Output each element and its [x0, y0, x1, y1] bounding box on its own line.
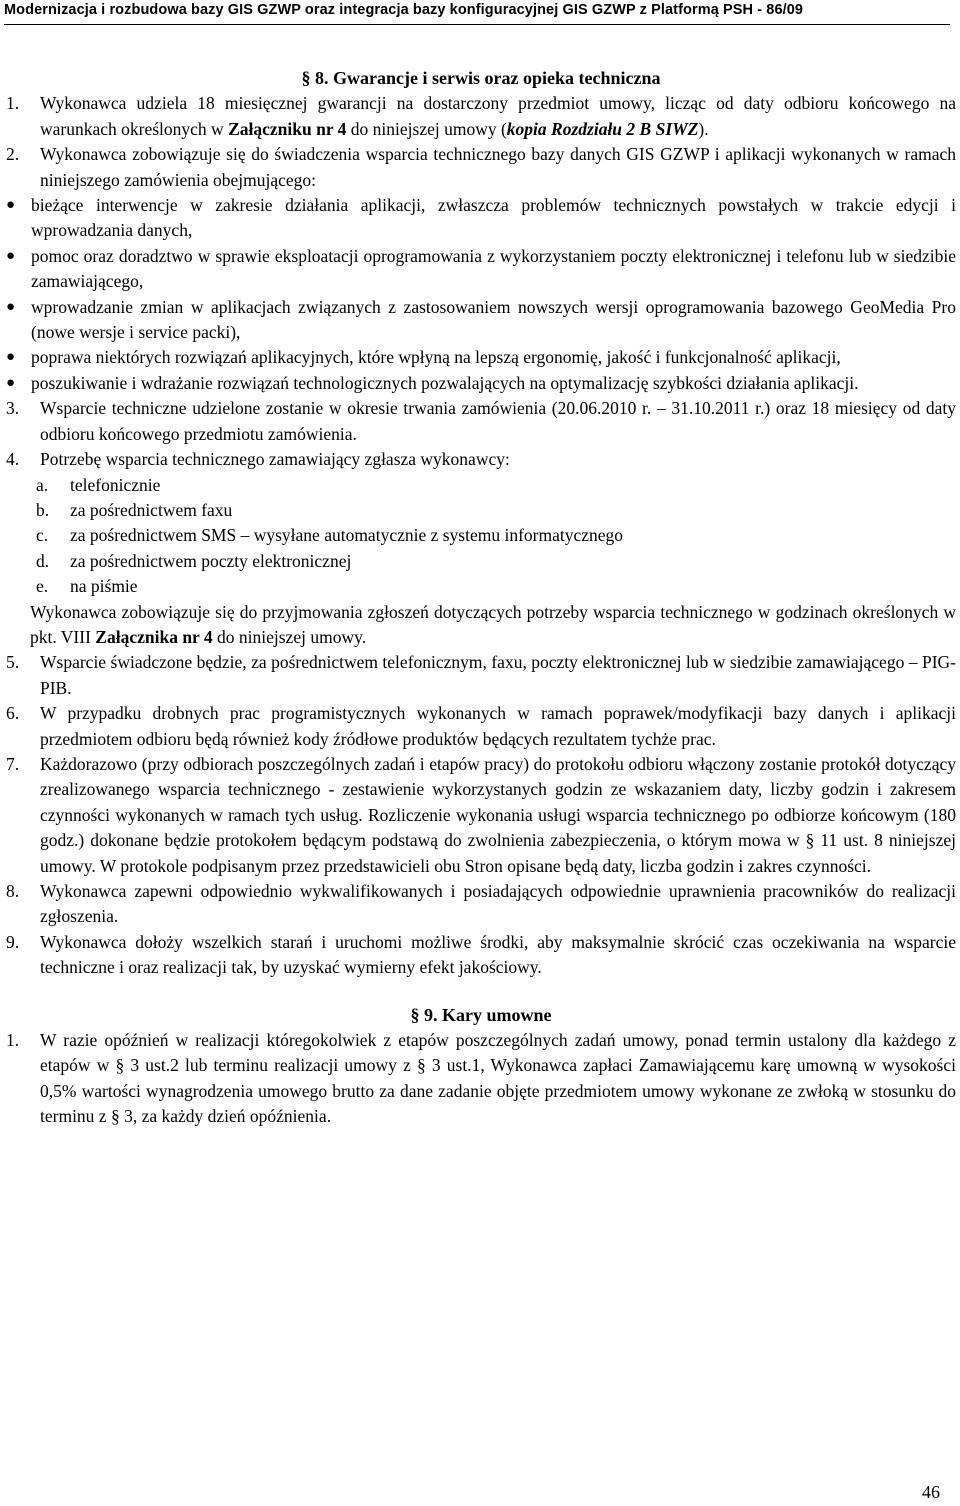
item-number: 2.	[6, 144, 20, 165]
text-run: Wykonawca zobowiązuje się do przyjmowania zgłoszeń dotyczących potrzeby wsparcia technicznego w godzinach określonych w pkt. VIII	[30, 601, 956, 647]
s8-item-3	[6, 396, 956, 447]
sub-item	[6, 523, 956, 548]
s9-item-1	[6, 1028, 956, 1130]
text-run: do niniejszej umowy.	[212, 626, 367, 647]
item-4-continuation	[6, 600, 956, 651]
section-gap	[6, 981, 956, 1003]
sub-item-text: telefonicznie	[70, 474, 161, 495]
s8-item-1	[6, 91, 956, 142]
item-number: 1.	[6, 1030, 20, 1051]
sub-item-letter: c.	[36, 525, 49, 546]
item-text: W razie opóźnień w realizacji któregokolwiek z etapów poszczególnych zadań umowy, ponad termin ustalony dla każdego z etapów w § 3 ust.2 lub terminu realizacji umowy z § 3 ust.1, Wykonawca zapłaci Zamawiającemu karę umowną w wysokości 0,5% wartości wynagrodzenia umowego brutto za dane zadanie objęte przedmiotem umowy wykonane ze zwłoką w stosunku do terminu z § 3, za każdy dzień opóźnienia.	[40, 1030, 956, 1127]
sub-item-text: na piśmie	[70, 576, 138, 597]
sub-item	[6, 473, 956, 498]
text-run: ).	[698, 118, 709, 139]
bullet-text: bieżące interwencje w zakresie działania aplikacji, zwłaszcza problemów technicznych powstałych w trakcie edycji i wprowadzania danych,	[31, 195, 956, 241]
sub-item-letter: b.	[36, 499, 50, 520]
bullet-icon: ●	[6, 298, 16, 315]
bullet-item	[6, 345, 956, 370]
section-9-title: § 9. Kary umowne	[410, 1004, 552, 1025]
s8-item-6	[6, 701, 956, 752]
running-header: Modernizacja i rozbudowa bazy GIS GZWP oraz integracja bazy konfiguracyjnej GIS GZWP z Platformą PSH - 86/09	[4, 2, 804, 18]
text-run: Wykonawca udziela 18 miesięcznej gwarancji na dostarczony przedmiot umowy, licząc od daty odbioru końcowego na warunkach określonych w	[40, 93, 956, 139]
s8-item-5	[6, 650, 956, 701]
item-text: Wykonawca zapewni odpowiednio wykwalifikowanych i posiadających odpowiednie uprawnienia pracowników do realizacji zgłoszenia.	[40, 881, 956, 927]
bullet-text: pomoc oraz doradztwo w sprawie eksploatacji oprogramowania z wykorzystaniem poczty elektronicznej i telefonu lub w siedzibie zamawiającego,	[31, 245, 956, 292]
sub-item-letter: a.	[36, 474, 49, 495]
item-text: Wykonawca dołoży wszelkich starań i uruchomi możliwe środki, aby maksymalnie skrócić czas oczekiwania na wsparcie techniczne i oraz realizacji tak, by uzyskać wymierny efekt jakościowy.	[40, 931, 956, 978]
bullet-text: wprowadzanie zmian w aplikacjach związanych z zastosowaniem nowszych wersji oprogramowania bazowego GeoMedia Pro (nowe wersje i service packi),	[31, 296, 956, 343]
bullet-item	[6, 295, 956, 346]
sub-item-letter: d.	[36, 550, 50, 571]
item-text: Wsparcie świadczone będzie, za pośrednictwem telefonicznym, faxu, poczty elektronicznej lub w siedzibie zamawiającego – PIG-PIB.	[40, 652, 956, 698]
bullet-icon: ●	[6, 247, 16, 264]
sub-item	[6, 498, 956, 523]
bullet-item	[6, 244, 956, 295]
item-number: 6.	[6, 703, 20, 724]
bullet-item	[6, 371, 956, 396]
sub-item-letter: e.	[36, 576, 49, 597]
bullet-text: poszukiwanie i wdrażanie rozwiązań technologicznych pozwalających na optymalizację szybkości działania aplikacji.	[31, 372, 859, 393]
item-text: W przypadku drobnych prac programistycznych wykonanych w ramach poprawek/modyfikacji bazy danych i aplikacji przedmiotem odbioru będą również kody źródłowe produktów będących rezultatem tychże prac.	[40, 703, 956, 749]
bullet-text: poprawa niektórych rozwiązań aplikacyjnych, które wpłyną na lepszą ergonomię, jakość i funkcjonalność aplikacji,	[31, 347, 841, 368]
s8-item-7	[6, 752, 956, 879]
item-number: 9.	[6, 931, 20, 952]
item-text: Wsparcie techniczne udzielone zostanie w okresie trwania zamówienia (20.06.2010 r. – 31.10.2011 r.) oraz 18 miesięcy od daty odbioru końcowego przedmiotu zamówienia.	[40, 398, 956, 444]
bullet-icon: ●	[6, 374, 16, 391]
page-number: 46	[922, 1482, 940, 1502]
bold-reference: Załączniku nr 4	[228, 118, 347, 139]
bullet-icon: ●	[6, 349, 16, 366]
s8-item-8	[6, 879, 956, 930]
item-number: 7.	[6, 753, 20, 774]
s8-item-4	[6, 447, 956, 472]
item-number: 3.	[6, 398, 20, 419]
bold-reference: Załącznika nr 4	[95, 626, 213, 647]
sub-item-text: za pośrednictwem faxu	[70, 499, 233, 520]
item-number: 8.	[6, 881, 20, 901]
item-text: Każdorazowo (przy odbiorach poszczególnych zadań i etapów pracy) do protokołu odbioru włączony zostanie protokół dotyczący zrealizowanego wsparcia technicznego - zestawienie wykorzystanych godzin ze wskazaniem daty, liczby godzin i zakresem czynności wykonanych w ramach tych usług. Rozliczenie wykonania usługi wsparcia technicznego po odbiorze końcowym (180 godz.) dokonane będzie protokołem będącym podstawą do zwolnienia zabezpieczenia, o którym mowa w § 11 ust. 8 niniejszej umowy. W protokole podpisanym przez przedstawicieli obu Stron opisane będą daty, liczba godzin i zakres czynności.	[40, 753, 956, 876]
header-rule	[4, 24, 950, 25]
sub-item-text: za pośrednictwem SMS – wysyłane automatycznie z systemu informatycznego	[70, 525, 624, 546]
sub-item-text: za pośrednictwem poczty elektronicznej	[70, 550, 352, 571]
bullet-item	[6, 193, 956, 244]
item-text: Wykonawca zobowiązuje się do świadczenia wsparcia technicznego bazy danych GIS GZWP i aplikacji wykonanych w ramach niniejszego zamówienia obejmującego:	[40, 144, 956, 190]
bold-italic-reference: kopia Rozdziału 2 B SIWZ	[506, 118, 699, 139]
text-run: do niniejszej umowy (	[346, 118, 507, 139]
section-8-title: § 8. Gwarancje i serwis oraz opieka techniczna	[301, 68, 661, 88]
page-content	[6, 66, 956, 1130]
item-text	[40, 91, 956, 142]
item-number: 4.	[6, 449, 20, 470]
bullet-icon: ●	[6, 197, 16, 214]
item-text: Potrzebę wsparcia technicznego zamawiający zgłasza wykonawcy:	[40, 449, 510, 470]
item-number: 1.	[6, 93, 20, 114]
sub-item	[6, 574, 956, 599]
s8-item-2	[6, 142, 956, 193]
sub-item	[6, 549, 956, 574]
item-number: 5.	[6, 652, 20, 673]
s8-item-9	[6, 930, 956, 981]
